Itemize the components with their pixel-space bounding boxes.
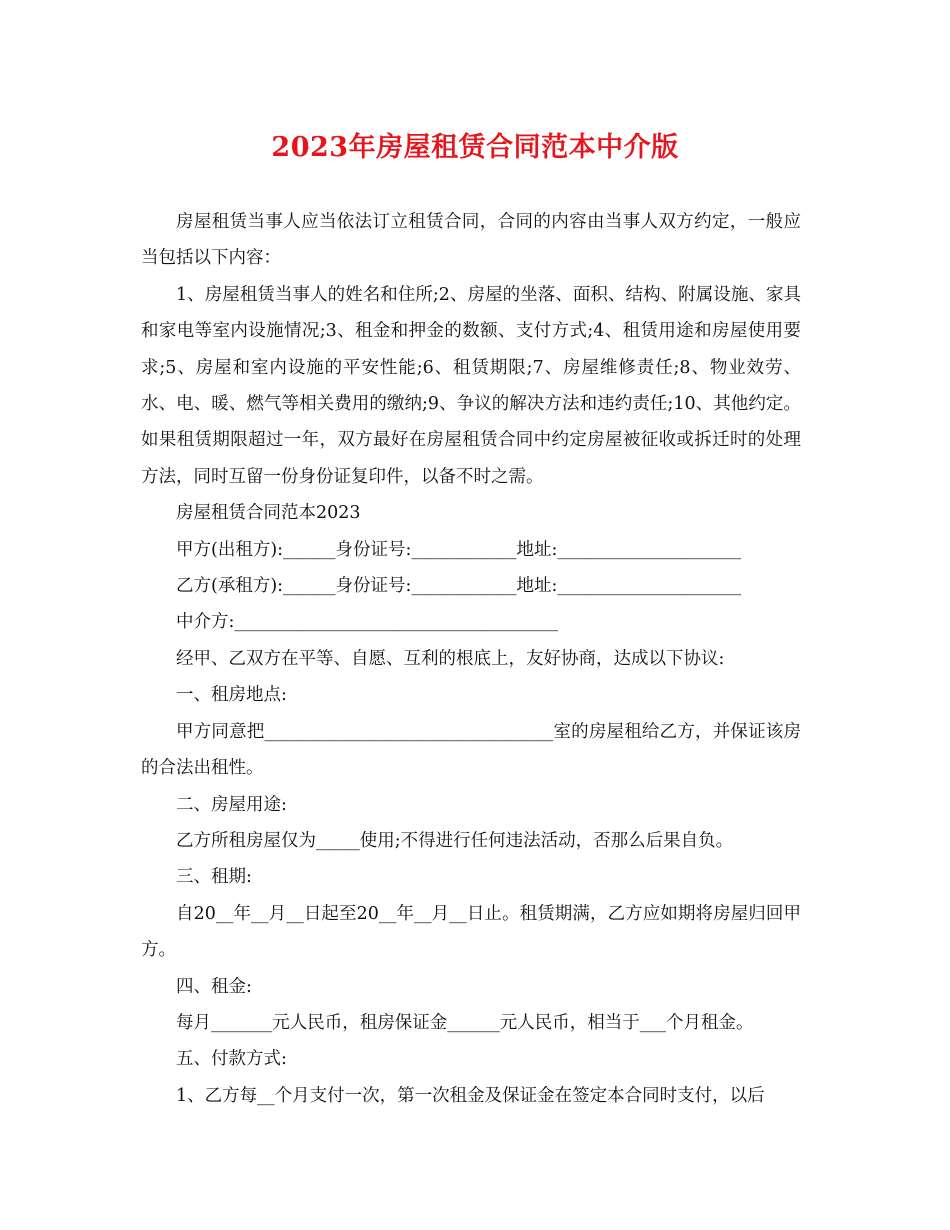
section-5-heading: 五、付款方式: xyxy=(176,1049,287,1070)
section-3-heading: 三、租期: xyxy=(176,867,252,888)
section-4-text: 每月_______元人民币，租房保证金______元人民币，相当于___个月租金。 xyxy=(176,1012,754,1033)
document-body xyxy=(141,204,801,1114)
section-1-heading: 一、租房地点: xyxy=(176,685,287,706)
section-5-text: 1、乙方每__个月支付一次，第一次租金及保证金在签定本合同时支付，以后 xyxy=(176,1085,765,1106)
section-2-heading: 二、房屋用途: xyxy=(176,794,287,815)
party-a-line: 甲方(出租方):______身份证号:____________地址:_____________________ xyxy=(176,539,742,560)
section-3-text: 自20__年__月__日起至20__年__月__日止。租赁期满，乙方应如期将房屋归回甲方。 xyxy=(141,903,801,961)
party-b-line: 乙方(承租方):______身份证号:____________地址:_____________________ xyxy=(176,576,742,597)
section-4-heading: 四、租金: xyxy=(176,976,252,997)
agreement-line: 经甲、乙双方在平等、自愿、互利的根底上，友好协商，达成以下协议: xyxy=(176,648,725,669)
document-title: 2023年房屋租赁合同范本中介版 xyxy=(271,132,679,163)
section-2-text: 乙方所租房屋仅为_____使用;不得进行任何违法活动，否那么后果自负。 xyxy=(176,830,734,851)
template-title: 房屋租赁合同范本2023 xyxy=(176,503,361,524)
section-1-text: 甲方同意把_________________________________室的房屋租给乙方，并保证该房的合法出租性。 xyxy=(141,721,801,779)
contents-paragraph: 1、房屋租赁当事人的姓名和住所;2、房屋的坐落、面积、结构、附属设施、家具和家电等室内设施情况;3、租金和押金的数额、支付方式;4、租赁用途和房屋使用要求;5、房屋和室内设施的平安性能;6、租赁期限;7、房屋维修责任;8、物业效劳、水、电、暖、燃气等相关费用的缴纳;9、争议的解决方法和违约责任;10、其他约定。如果租赁期限超过一年，双方最好在房屋租赁合同中约定房屋被征收或拆迁时的处理方法，同时互留一份身份证复印件，以备不时之需。 xyxy=(141,284,801,487)
agent-line: 中介方:_____________________________________ xyxy=(176,612,559,633)
intro-paragraph: 房屋租赁当事人应当依法订立租赁合同，合同的内容由当事人双方约定，一般应当包括以下内容： xyxy=(141,212,801,269)
